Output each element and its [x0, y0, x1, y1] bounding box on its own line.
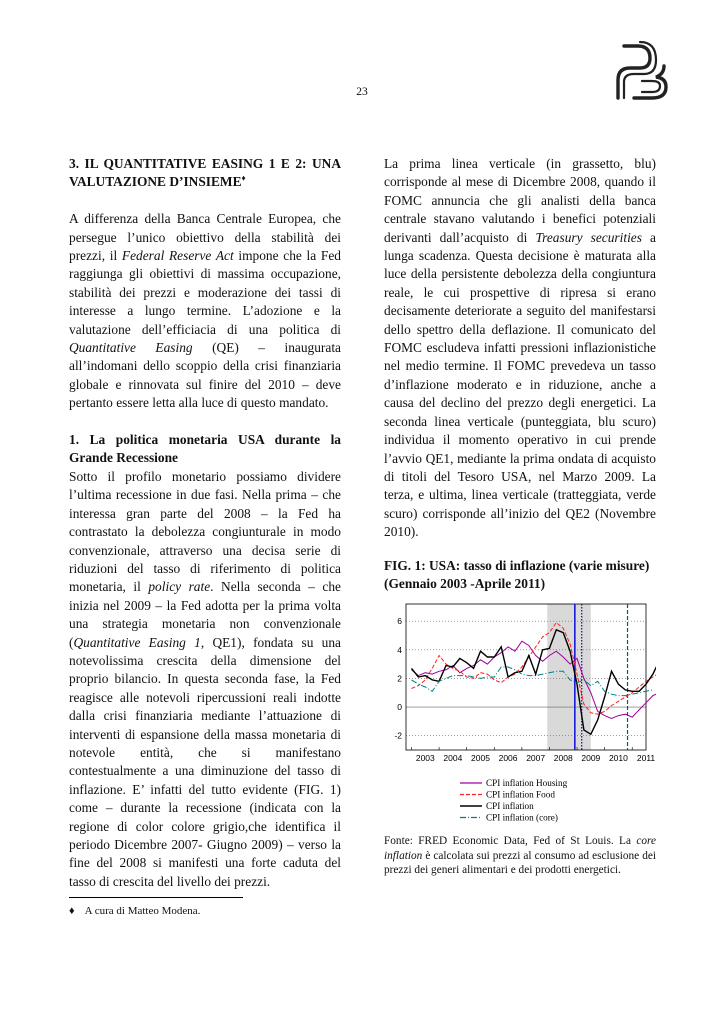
legend-label: CPI inflation Food: [486, 789, 555, 800]
x-tick-label: 2003: [415, 753, 435, 763]
italic-run: Treasury securities: [535, 229, 642, 245]
inflation-chart: [384, 600, 656, 830]
y-tick-label: 6: [397, 616, 402, 627]
text-run: La prima linea verticale (in grassetto, blu) corrisponde al mese di Dicembre 2008, quando il FOMC annuncia che gli analisti della banca centrale stavano valutando i benefici potenziali derivanti dall’acquisto di: [384, 156, 656, 245]
footnote-divider: [69, 897, 243, 898]
intro-paragraph: [69, 210, 341, 412]
italic-run: Quantitative Easing 1: [73, 634, 201, 650]
x-tick-label: 2007: [526, 753, 546, 763]
y-tick-label: -2: [394, 730, 402, 741]
italic-run: Federal Reserve Act: [121, 248, 234, 264]
section-title: [69, 155, 341, 192]
text-run: . Nella seconda – che inizia nel 2009 – la Fed adotta per la prima volta una strategia monetaria non convenzionale (: [69, 579, 341, 650]
footnote-ref[interactable]: ♦: [241, 173, 246, 183]
right-paragraph: [384, 155, 656, 542]
left-column: [69, 155, 341, 891]
italic-run: core inflation: [384, 835, 656, 862]
text-run: , QE1), fondata su una notevolissima crescita della dimensione del proprio bilancio. In questa seconda fase, la Fed reagisce alle notevoli ripercussioni reali indotte dalla crisi finanziaria mediante l’attuazione di interventi di espansione della massa monetaria di notevole entità, che si manifestano contestualmente a una diminuzione del tasso di inflazione. E’ infatti del tutto evidente (FIG. 1) come – durante la recessione (indicata con la regione di color colore grigio,che identifica il periodo Dicembre 2007- Giugno 2009) – verso la fine del 2008 si manifesti una forte caduta del tasso di crescita del livello dei prezzi.: [69, 634, 342, 889]
text-run: impone che la Fed raggiunga gli obiettivi di massima occupazione, stabilità dei prezzi e moderazione dei tassi di interesse a lungo termine. L’adozione e la valutazione dell’efficiacia di una politica di: [69, 248, 341, 337]
series-cpi: [412, 630, 657, 735]
footnote-mark: ♦: [69, 905, 75, 917]
x-tick-label: 2009: [581, 753, 601, 763]
legend-label: CPI inflation Housing: [486, 778, 568, 788]
figure-caption: [384, 834, 656, 878]
section-title-text: 3. IL QUANTITATIVE EASING 1 E 2: UNA VALUTAZIONE D’INSIEME: [69, 156, 341, 190]
italic-run: Quantitative Easing: [69, 340, 193, 356]
subsection-title: 1. La politica monetaria USA durante la Grande Recessione: [69, 432, 341, 466]
text-run: (QE) – inaugurata all’indomani dello scoppio della crisi finanziaria globale e rinnovata sul finire del 2010 – deve pertanto essere letta alla luce di questo mandato.: [69, 340, 341, 411]
footnote: [69, 905, 200, 917]
x-tick-label: 2005: [471, 753, 490, 763]
text-run: Sotto il profilo monetario possiamo dividere l’ultima recessione in due fasi. Nella prima – che interessa gran parte del 2008 – la Fed ha contrastato la debolezza congiunturale in modo convenzionale, attraverso una decisa serie di riduzioni del tasso di riferimento di politica monetaria, il: [69, 468, 341, 595]
x-tick-label: 2004: [443, 753, 463, 763]
y-tick-label: 0: [397, 702, 402, 713]
text-run: è calcolata sui prezzi al consumo ad esclusione dei prezzi dei generi alimentari e dei prodotti energetici.: [384, 849, 656, 876]
text-run: A differenza della Banca Centrale Europea, che persegue l’unico obiettivo della stabilità dei prezzi, il: [69, 211, 341, 264]
y-tick-label: 4: [397, 644, 402, 655]
text-run: Fonte: FRED Economic Data, Fed of St Louis. La: [384, 835, 637, 847]
figure-title: FIG. 1: USA: tasso di inflazione (varie misure) (Gennaio 2003 -Aprile 2011): [384, 558, 650, 592]
text-run: a lunga scadenza. Questa decisione è maturata alla luce della persistente debolezza della congiuntura reale, le cui prospettive di ripresa si erano decisamente deteriorate a seguito del manifestarsi dello spettro della deflazione. Il comunicato del FOMC escludeva infatti pressioni inflazionistiche nel medio termine. Il FOMC prevedeva un tasso d’inflazione moderato e in riduzione, anche a causa del declino del prezzo degli energetici. La seconda linea verticale (punteggiata, blu scuro) individua il momento operativo in cui prende l’avvio QE1, mediante la prima ondata di acquisto di titoli del Tesoro USA, nel Marzo 2009. La terza, e ultima, linea verticale (tratteggiata, verde scuro) corrisponde all’inizio del QE2 (Novembre 2010).: [384, 229, 656, 540]
legend-label: CPI inflation: [486, 801, 534, 811]
italic-run: policy rate: [148, 579, 211, 595]
right-column: [384, 155, 656, 542]
x-tick-label: 2008: [553, 753, 573, 763]
legend-label: CPI inflation (core): [486, 812, 558, 823]
subsection-paragraph: [69, 468, 341, 891]
x-tick-label: 2011: [636, 753, 656, 763]
page-number: 23: [356, 86, 368, 98]
y-tick-label: 2: [397, 673, 402, 684]
x-tick-label: 2010: [608, 753, 628, 763]
footnote-text: A cura di Matteo Modena.: [84, 905, 201, 917]
x-tick-label: 2006: [498, 753, 518, 763]
